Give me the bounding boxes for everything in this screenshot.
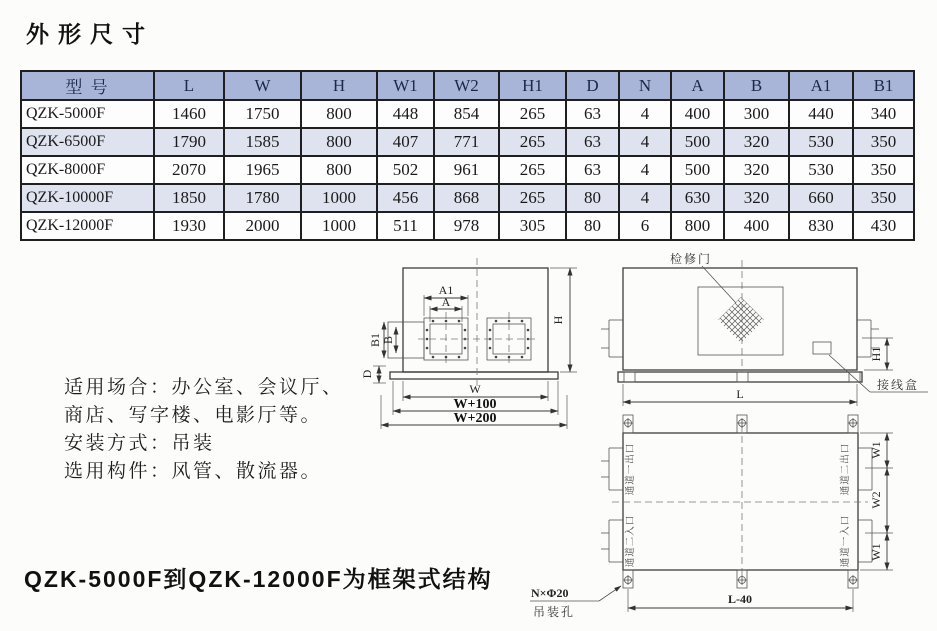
- access-door-hatch: [718, 297, 764, 343]
- dim-label-b1: B1: [368, 332, 382, 348]
- channel2-outlet-label: 通道二出口: [841, 442, 851, 496]
- cell: 265: [499, 128, 566, 156]
- dim-label-w-plus-100: W+100: [453, 397, 497, 412]
- cell: 300: [724, 100, 789, 128]
- col-header-W1: W1: [377, 71, 434, 100]
- cell: 868: [434, 184, 499, 212]
- cell: 1000: [301, 184, 377, 212]
- cell: 978: [434, 212, 499, 240]
- cell: 2000: [224, 212, 301, 240]
- cell: 854: [434, 100, 499, 128]
- cell: 63: [566, 128, 619, 156]
- cell: 660: [789, 184, 853, 212]
- cell: 1930: [154, 212, 224, 240]
- col-header-W: W: [224, 71, 301, 100]
- dim-label-w: W: [469, 382, 481, 396]
- col-header-model: 型 号: [21, 71, 154, 100]
- cell: 1780: [224, 184, 301, 212]
- cell: 63: [566, 100, 619, 128]
- cell: 961: [434, 156, 499, 184]
- cell: 440: [789, 100, 853, 128]
- mounting-tabs-bottom: [623, 570, 858, 588]
- usage-line: 商店、写字楼、电影厅等。: [64, 405, 323, 426]
- cell: 511: [377, 212, 434, 240]
- mount-holes-name: 吊装孔: [533, 605, 576, 619]
- cell: 800: [301, 128, 377, 156]
- junction-box: [813, 342, 831, 354]
- col-header-A: A: [671, 71, 724, 100]
- cell: 80: [566, 212, 619, 240]
- cell-model: QZK-8000F: [21, 156, 154, 184]
- left-flange: [601, 320, 623, 357]
- cell: 80: [566, 184, 619, 212]
- cell: 1460: [154, 100, 224, 128]
- dim-label-a1: A1: [438, 283, 454, 297]
- usage-line: 安装方式：吊装: [64, 433, 215, 454]
- dim-label-w-plus-200: W+200: [453, 411, 497, 426]
- cell: 1965: [224, 156, 301, 184]
- cell: 530: [789, 156, 853, 184]
- mount-holes-spec: N×Φ20: [531, 586, 569, 600]
- cell: 400: [724, 212, 789, 240]
- mounting-tabs-top: [623, 415, 858, 433]
- cell: 1790: [154, 128, 224, 156]
- col-header-H: H: [301, 71, 377, 100]
- cell: 350: [853, 184, 914, 212]
- dim-label-h1: H1: [869, 346, 883, 362]
- cell: 407: [377, 128, 434, 156]
- cell: 430: [853, 212, 914, 240]
- cell: 320: [724, 184, 789, 212]
- col-header-B1: B1: [853, 71, 914, 100]
- cell: 400: [671, 100, 724, 128]
- col-header-A1: A1: [789, 71, 853, 100]
- dim-label-a: A: [441, 295, 451, 309]
- cell: 448: [377, 100, 434, 128]
- cell: 350: [853, 128, 914, 156]
- cell: 502: [377, 156, 434, 184]
- cell-model: QZK-10000F: [21, 184, 154, 212]
- cell: 4: [619, 100, 671, 128]
- cell: 800: [301, 100, 377, 128]
- cell: 265: [499, 184, 566, 212]
- channel2-inlet-label: 通道二入口: [626, 514, 636, 568]
- cell: 500: [671, 156, 724, 184]
- top-view-diagram: [530, 415, 893, 619]
- cell-model: QZK-12000F: [21, 212, 154, 240]
- cell: 4: [619, 184, 671, 212]
- cell: 6: [619, 212, 671, 240]
- cell: 1585: [224, 128, 301, 156]
- cell: 1750: [224, 100, 301, 128]
- cell: 500: [671, 128, 724, 156]
- structure-note: QZK-5000F到QZK-12000F为框架式结构: [24, 566, 493, 592]
- cell: 1850: [154, 184, 224, 212]
- cell: 4: [619, 128, 671, 156]
- col-header-L: L: [154, 71, 224, 100]
- col-header-N: N: [619, 71, 671, 100]
- cell: 800: [671, 212, 724, 240]
- channel1-inlet-label: 通道一入口: [841, 514, 851, 568]
- channel1-outlet-label: 通道一出口: [626, 442, 636, 496]
- col-header-W2: W2: [434, 71, 499, 100]
- cell: 340: [853, 100, 914, 128]
- dim-label-w1-bottom: W1: [869, 543, 883, 561]
- cell: 771: [434, 128, 499, 156]
- dim-label-b: B: [381, 335, 395, 345]
- access-door-label: 检修门: [669, 252, 713, 266]
- cell: 63: [566, 156, 619, 184]
- junction-box-label: 接线盒: [876, 378, 920, 392]
- page-title: 外形尺寸: [26, 22, 154, 47]
- usage-line: 选用构件：风管、散流器。: [64, 461, 323, 482]
- cell: 265: [499, 100, 566, 128]
- cell: 456: [377, 184, 434, 212]
- cell: 305: [499, 212, 566, 240]
- front-view-diagram: [360, 258, 577, 429]
- cell: 2070: [154, 156, 224, 184]
- cell: 1000: [301, 212, 377, 240]
- cell: 630: [671, 184, 724, 212]
- side-view-diagram: [601, 251, 928, 406]
- col-header-D: D: [566, 71, 619, 100]
- usage-line: 适用场合：办公室、会议厅、: [64, 377, 344, 398]
- dim-label-h: H: [551, 315, 565, 325]
- cell-model: QZK-6500F: [21, 128, 154, 156]
- cell: 530: [789, 128, 853, 156]
- cell: 350: [853, 156, 914, 184]
- dim-label-l: L: [736, 387, 744, 401]
- dim-label-w2: W2: [869, 491, 883, 509]
- dim-label-w1-top: W1: [869, 441, 883, 459]
- cell: 4: [619, 156, 671, 184]
- dim-label-l40: L-40: [728, 592, 752, 606]
- cell: 800: [301, 156, 377, 184]
- cell: 320: [724, 156, 789, 184]
- cell: 320: [724, 128, 789, 156]
- cell: 265: [499, 156, 566, 184]
- cell-model: QZK-5000F: [21, 100, 154, 128]
- dim-label-d: D: [360, 369, 374, 379]
- cell: 830: [789, 212, 853, 240]
- col-header-H1: H1: [499, 71, 566, 100]
- left-duct-flanges: [601, 448, 623, 562]
- col-header-B: B: [724, 71, 789, 100]
